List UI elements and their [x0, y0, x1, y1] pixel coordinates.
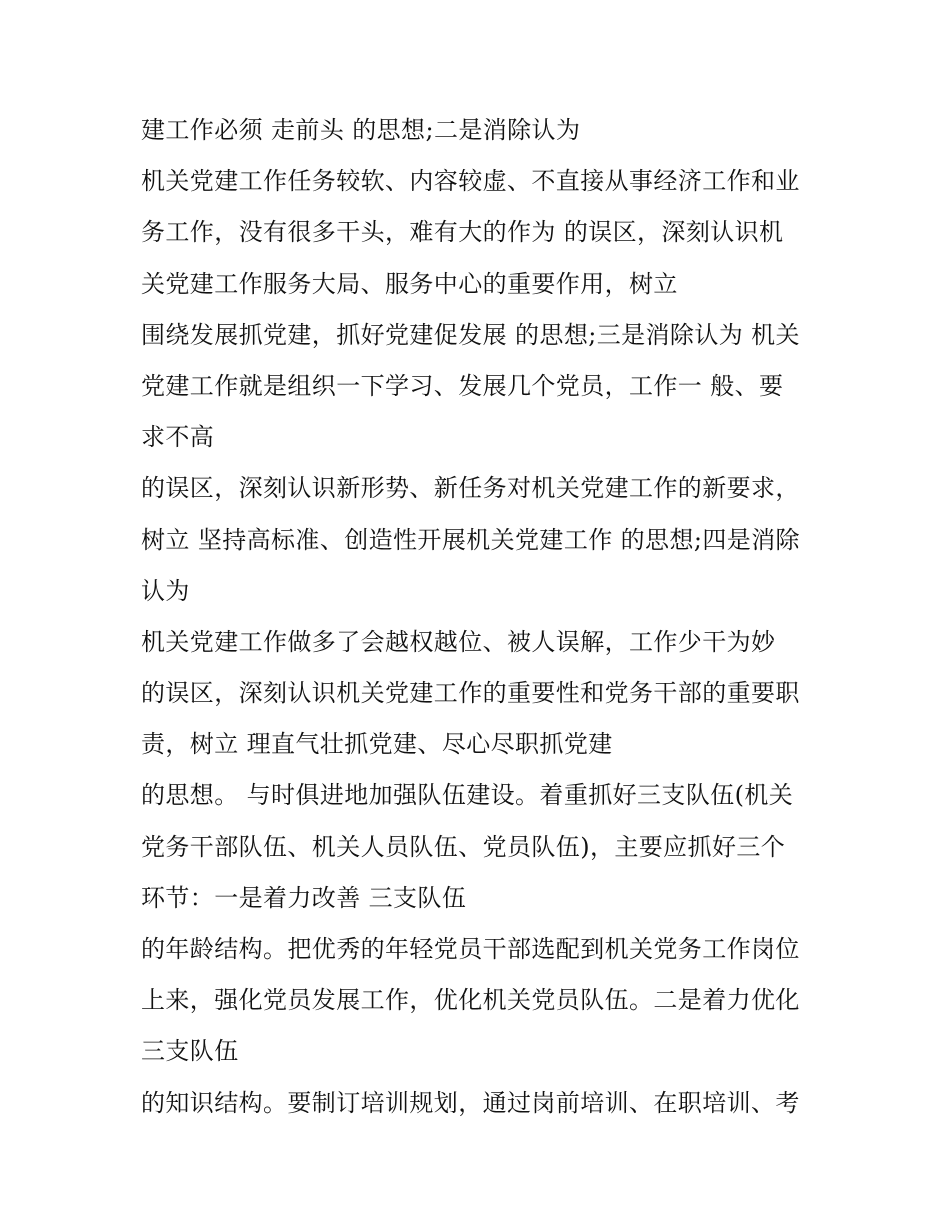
document-body [141, 111, 821, 1135]
text-line: 机关党建工作做多了会越权越位、被人误解，工作少干为妙 [141, 627, 776, 656]
text-line: 的知识结构。要制订培训规划，通过岗前培训、在职培训、考 [141, 1088, 800, 1117]
text-line: 的误区，深刻认识机关党建工作的重要性和党务干部的重要职 [141, 679, 800, 708]
text-line: 环节：一是着力改善 三支队伍 [141, 883, 467, 912]
text-line: 责，树立 理直气壮抓党建、尽心尽职抓党建 [141, 730, 613, 759]
text-line: 三支队伍 [141, 1037, 239, 1066]
text-line: 的年龄结构。把优秀的年轻党员干部选配到机关党务工作岗位 [141, 935, 800, 963]
text-line: 关党建工作服务大局、服务中心的重要作用，树立 [141, 269, 678, 298]
text-line: 务工作，没有很多干头，难有大的作为 的误区，深刻认识机 [141, 218, 784, 247]
text-line: 党建工作就是组织一下学习、发展几个党员，工作一 般、要 [141, 371, 784, 400]
text-line: 建工作必须 走前头 的思想;二是消除认为 [141, 116, 581, 144]
text-line: 机关党建工作任务较软、内容较虚、不直接从事经济工作和业 [141, 167, 800, 196]
text-line: 的思想。 与时俱进地加强队伍建设。着重抓好三支队伍(机关 [141, 781, 794, 810]
text-line: 围绕发展抓党建，抓好党建促发展 的思想;三是消除认为 机关 [141, 320, 800, 349]
text-line: 上来，强化党员发展工作，优化机关党员队伍。二是着力优化 [141, 986, 800, 1015]
text-line: 树立 坚持高标准、创造性开展机关党建工作 的思想;四是消除 [141, 525, 800, 554]
text-line: 党务干部队伍、机关人员队伍、党员队伍)，主要应抓好三个 [141, 832, 786, 861]
text-line: 求不高 [141, 423, 215, 452]
text-line: 的误区，深刻认识新形势、新任务对机关党建工作的新要求， [141, 474, 800, 503]
text-line: 认为 [141, 576, 190, 605]
